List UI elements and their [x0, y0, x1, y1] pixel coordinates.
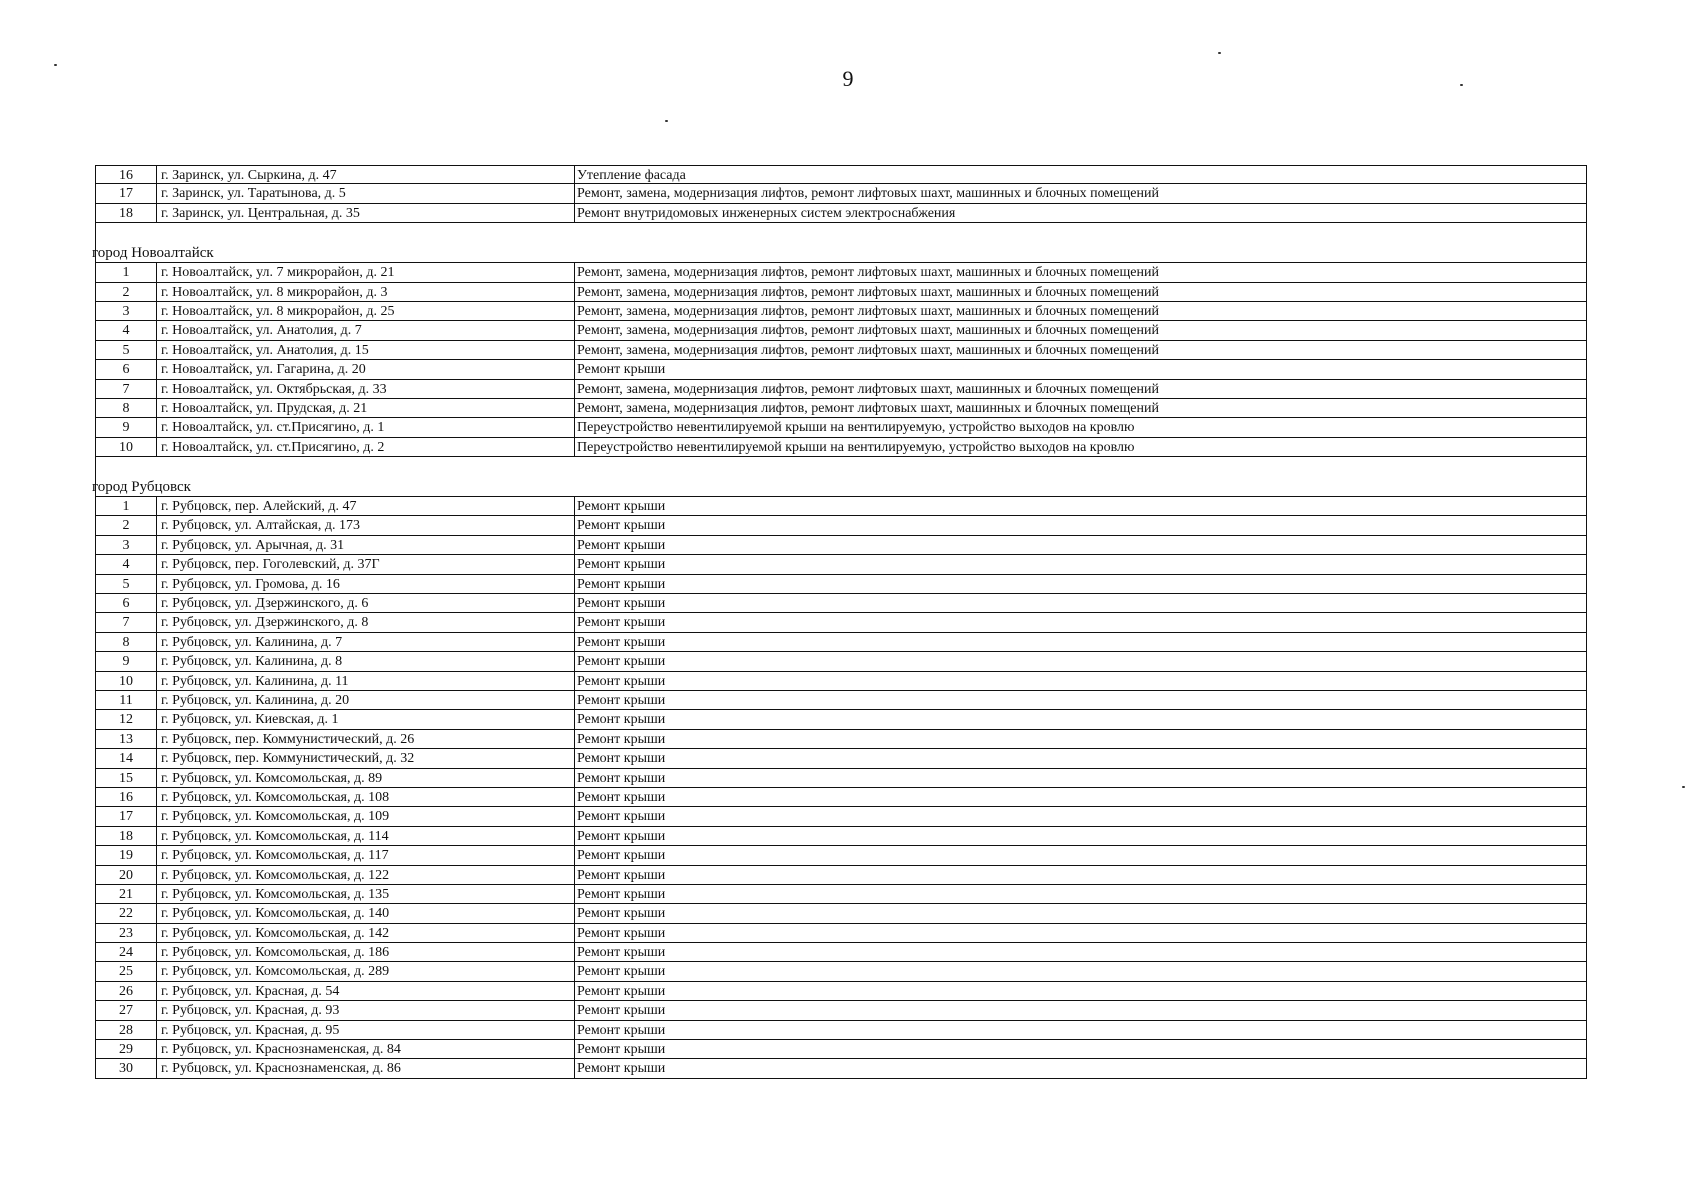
row-work-type: Ремонт крыши [575, 769, 1587, 788]
row-work-type: Ремонт крыши [575, 633, 1587, 652]
table-row [95, 769, 1587, 788]
row-address: г. Рубцовск, ул. Комсомольская, д. 117 [157, 846, 575, 865]
row-address: г. Рубцовск, пер. Гоголевский, д. 37Г [157, 555, 575, 574]
row-address: г. Рубцовск, ул. Калинина, д. 8 [157, 652, 575, 671]
table-row [95, 982, 1587, 1001]
table-row [95, 749, 1587, 768]
row-work-type: Ремонт крыши [575, 866, 1587, 885]
row-work-type: Ремонт крыши [575, 1040, 1587, 1059]
table-row [95, 846, 1587, 865]
row-number: 26 [95, 982, 157, 1001]
city-heading-label: город Рубцовск [92, 479, 191, 496]
row-address: г. Новоалтайск, ул. ст.Присягино, д. 2 [157, 438, 575, 457]
row-number: 10 [95, 672, 157, 691]
table-row [95, 962, 1587, 981]
table-row [95, 497, 1587, 516]
row-number: 10 [95, 438, 157, 457]
row-work-type: Ремонт крыши [575, 672, 1587, 691]
row-number: 27 [95, 1001, 157, 1020]
city-heading [92, 223, 1587, 263]
row-number: 30 [95, 1059, 157, 1078]
row-work-type: Ремонт крыши [575, 846, 1587, 865]
row-address: г. Рубцовск, ул. Комсомольская, д. 135 [157, 885, 575, 904]
row-work-type: Переустройство невентилируемой крыши на вентилируемую, устройство выходов на кровлю [575, 438, 1587, 457]
row-address: г. Новоалтайск, ул. Октябрьская, д. 33 [157, 380, 575, 399]
table-row [95, 204, 1587, 223]
row-work-type: Ремонт крыши [575, 594, 1587, 613]
row-work-type: Ремонт, замена, модернизация лифтов, ремонт лифтовых шахт, машинных и блочных помещений [575, 341, 1587, 360]
row-address: г. Рубцовск, ул. Калинина, д. 7 [157, 633, 575, 652]
row-work-type: Ремонт, замена, модернизация лифтов, ремонт лифтовых шахт, машинных и блочных помещений [575, 184, 1587, 203]
row-work-type: Ремонт крыши [575, 613, 1587, 632]
table-row [95, 263, 1587, 282]
table-row [95, 594, 1587, 613]
scan-speck [665, 120, 668, 122]
table-row [95, 516, 1587, 535]
row-number: 25 [95, 962, 157, 981]
table-row [95, 1040, 1587, 1059]
row-work-type: Ремонт крыши [575, 904, 1587, 923]
row-address: г. Новоалтайск, ул. Гагарина, д. 20 [157, 360, 575, 379]
table-row [95, 283, 1587, 302]
scan-speck [1682, 786, 1685, 788]
row-number: 6 [95, 594, 157, 613]
row-number: 6 [95, 360, 157, 379]
row-number: 5 [95, 341, 157, 360]
row-number: 7 [95, 380, 157, 399]
table-row [95, 691, 1587, 710]
row-address: г. Рубцовск, ул. Красная, д. 54 [157, 982, 575, 1001]
row-address: г. Рубцовск, ул. Киевская, д. 1 [157, 710, 575, 729]
row-number: 11 [95, 691, 157, 710]
row-work-type: Ремонт внутридомовых инженерных систем электроснабжения [575, 204, 1587, 223]
table-row [95, 633, 1587, 652]
row-work-type: Ремонт крыши [575, 1021, 1587, 1040]
scan-speck [1460, 84, 1463, 86]
row-work-type: Ремонт крыши [575, 652, 1587, 671]
row-address: г. Новоалтайск, ул. Прудская, д. 21 [157, 399, 575, 418]
row-number: 3 [95, 536, 157, 555]
row-work-type: Переустройство невентилируемой крыши на вентилируемую, устройство выходов на кровлю [575, 418, 1587, 437]
row-work-type: Ремонт крыши [575, 730, 1587, 749]
row-number: 21 [95, 885, 157, 904]
row-address: г. Рубцовск, ул. Комсомольская, д. 289 [157, 962, 575, 981]
row-address: г. Рубцовск, ул. Громова, д. 16 [157, 575, 575, 594]
row-number: 29 [95, 1040, 157, 1059]
row-work-type: Ремонт крыши [575, 827, 1587, 846]
row-address: г. Рубцовск, ул. Комсомольская, д. 186 [157, 943, 575, 962]
repair-list-table [92, 165, 1587, 1079]
table-row [95, 165, 1587, 184]
row-work-type: Ремонт крыши [575, 807, 1587, 826]
row-number: 13 [95, 730, 157, 749]
row-number: 2 [95, 283, 157, 302]
row-address: г. Рубцовск, ул. Дзержинского, д. 8 [157, 613, 575, 632]
scan-speck [54, 64, 57, 66]
row-number: 9 [95, 418, 157, 437]
row-address: г. Новоалтайск, ул. 8 микрорайон, д. 3 [157, 283, 575, 302]
row-work-type: Ремонт крыши [575, 555, 1587, 574]
table-row [95, 380, 1587, 399]
table-row [95, 710, 1587, 729]
row-address: г. Рубцовск, пер. Коммунистический, д. 26 [157, 730, 575, 749]
page-number: 9 [842, 66, 854, 91]
table-row [95, 438, 1587, 457]
row-address: г. Рубцовск, ул. Комсомольская, д. 122 [157, 866, 575, 885]
row-work-type: Утепление фасада [575, 165, 1587, 184]
row-number: 18 [95, 204, 157, 223]
row-number: 1 [95, 497, 157, 516]
row-address: г. Заринск, ул. Центральная, д. 35 [157, 204, 575, 223]
row-number: 20 [95, 866, 157, 885]
table-row [95, 807, 1587, 826]
table-row [95, 555, 1587, 574]
row-work-type: Ремонт крыши [575, 1059, 1587, 1078]
row-address: г. Рубцовск, ул. Алтайская, д. 173 [157, 516, 575, 535]
row-work-type: Ремонт, замена, модернизация лифтов, ремонт лифтовых шахт, машинных и блочных помещений [575, 302, 1587, 321]
row-number: 12 [95, 710, 157, 729]
table-row [95, 885, 1587, 904]
row-address: г. Новоалтайск, ул. ст.Присягино, д. 1 [157, 418, 575, 437]
table-row [95, 418, 1587, 437]
table-row [95, 652, 1587, 671]
row-address: г. Новоалтайск, ул. 8 микрорайон, д. 25 [157, 302, 575, 321]
row-work-type: Ремонт крыши [575, 710, 1587, 729]
row-number: 8 [95, 633, 157, 652]
row-number: 22 [95, 904, 157, 923]
row-work-type: Ремонт, замена, модернизация лифтов, ремонт лифтовых шахт, машинных и блочных помещений [575, 380, 1587, 399]
row-work-type: Ремонт крыши [575, 497, 1587, 516]
table-row [95, 302, 1587, 321]
city-heading-label: город Новоалтайск [92, 245, 214, 262]
table-row [95, 904, 1587, 923]
row-work-type: Ремонт, замена, модернизация лифтов, ремонт лифтовых шахт, машинных и блочных помещений [575, 283, 1587, 302]
row-number: 17 [95, 184, 157, 203]
scan-speck [1218, 52, 1221, 54]
row-work-type: Ремонт крыши [575, 360, 1587, 379]
row-number: 24 [95, 943, 157, 962]
row-number: 4 [95, 555, 157, 574]
row-work-type: Ремонт крыши [575, 749, 1587, 768]
row-address: г. Заринск, ул. Сыркина, д. 47 [157, 165, 575, 184]
row-address: г. Рубцовск, ул. Дзержинского, д. 6 [157, 594, 575, 613]
row-address: г. Новоалтайск, ул. Анатолия, д. 15 [157, 341, 575, 360]
row-work-type: Ремонт крыши [575, 885, 1587, 904]
row-number: 5 [95, 575, 157, 594]
table-row [95, 730, 1587, 749]
table-row [95, 360, 1587, 379]
row-address: г. Рубцовск, ул. Калинина, д. 11 [157, 672, 575, 691]
row-address: г. Рубцовск, ул. Красная, д. 93 [157, 1001, 575, 1020]
row-address: г. Рубцовск, ул. Комсомольская, д. 140 [157, 904, 575, 923]
row-number: 8 [95, 399, 157, 418]
row-address: г. Рубцовск, ул. Калинина, д. 20 [157, 691, 575, 710]
row-work-type: Ремонт крыши [575, 924, 1587, 943]
table-row [95, 866, 1587, 885]
row-number: 4 [95, 321, 157, 340]
table-row [95, 1059, 1587, 1078]
row-address: г. Рубцовск, ул. Комсомольская, д. 114 [157, 827, 575, 846]
row-work-type: Ремонт крыши [575, 943, 1587, 962]
city-heading [92, 457, 1587, 497]
row-work-type: Ремонт крыши [575, 575, 1587, 594]
row-work-type: Ремонт, замена, модернизация лифтов, ремонт лифтовых шахт, машинных и блочных помещений [575, 263, 1587, 282]
row-work-type: Ремонт крыши [575, 982, 1587, 1001]
row-address: г. Рубцовск, ул. Краснознаменская, д. 84 [157, 1040, 575, 1059]
row-work-type: Ремонт крыши [575, 691, 1587, 710]
table-row [95, 321, 1587, 340]
row-number: 1 [95, 263, 157, 282]
row-number: 15 [95, 769, 157, 788]
row-work-type: Ремонт крыши [575, 516, 1587, 535]
table-row [95, 341, 1587, 360]
table-row [95, 1021, 1587, 1040]
row-number: 28 [95, 1021, 157, 1040]
row-work-type: Ремонт крыши [575, 788, 1587, 807]
row-address: г. Рубцовск, пер. Коммунистический, д. 32 [157, 749, 575, 768]
table-row [95, 184, 1587, 203]
row-work-type: Ремонт, замена, модернизация лифтов, ремонт лифтовых шахт, машинных и блочных помещений [575, 321, 1587, 340]
row-address: г. Новоалтайск, ул. 7 микрорайон, д. 21 [157, 263, 575, 282]
row-number: 23 [95, 924, 157, 943]
row-number: 18 [95, 827, 157, 846]
table-row [95, 575, 1587, 594]
table-row [95, 827, 1587, 846]
row-number: 3 [95, 302, 157, 321]
table-row [95, 924, 1587, 943]
row-number: 7 [95, 613, 157, 632]
table-row [95, 1001, 1587, 1020]
row-address: г. Рубцовск, ул. Красная, д. 95 [157, 1021, 575, 1040]
table-row [95, 788, 1587, 807]
row-address: г. Рубцовск, ул. Комсомольская, д. 142 [157, 924, 575, 943]
row-number: 2 [95, 516, 157, 535]
row-work-type: Ремонт, замена, модернизация лифтов, ремонт лифтовых шахт, машинных и блочных помещений [575, 399, 1587, 418]
row-address: г. Рубцовск, ул. Комсомольская, д. 89 [157, 769, 575, 788]
row-number: 16 [95, 165, 157, 184]
row-work-type: Ремонт крыши [575, 536, 1587, 555]
row-work-type: Ремонт крыши [575, 1001, 1587, 1020]
row-number: 17 [95, 807, 157, 826]
row-address: г. Рубцовск, ул. Комсомольская, д. 108 [157, 788, 575, 807]
row-address: г. Рубцовск, ул. Комсомольская, д. 109 [157, 807, 575, 826]
row-address: г. Новоалтайск, ул. Анатолия, д. 7 [157, 321, 575, 340]
table-row [95, 536, 1587, 555]
row-number: 19 [95, 846, 157, 865]
table-row [95, 943, 1587, 962]
row-number: 14 [95, 749, 157, 768]
row-address: г. Рубцовск, ул. Арычная, д. 31 [157, 536, 575, 555]
row-number: 9 [95, 652, 157, 671]
row-address: г. Заринск, ул. Таратынова, д. 5 [157, 184, 575, 203]
table-row [95, 399, 1587, 418]
row-address: г. Рубцовск, ул. Краснознаменская, д. 86 [157, 1059, 575, 1078]
row-address: г. Рубцовск, пер. Алейский, д. 47 [157, 497, 575, 516]
row-number: 16 [95, 788, 157, 807]
table-row [95, 672, 1587, 691]
row-work-type: Ремонт крыши [575, 962, 1587, 981]
table-row [95, 613, 1587, 632]
